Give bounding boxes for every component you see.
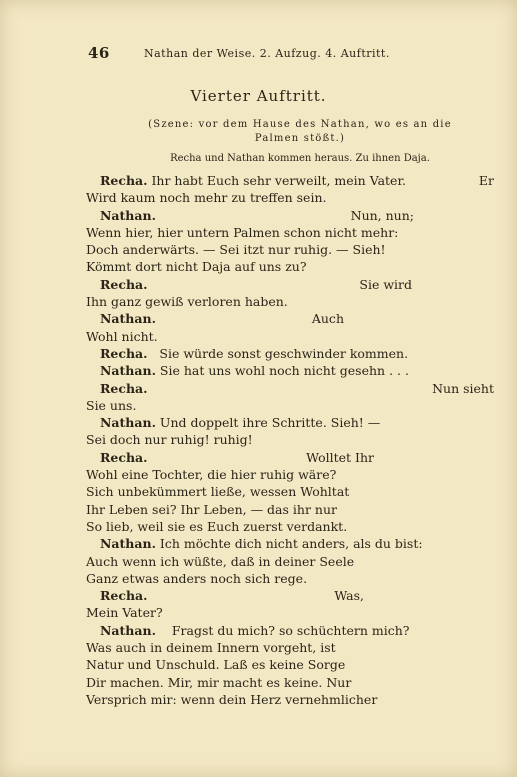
text-line [86, 276, 494, 293]
line-text: Sie wird [359, 276, 412, 292]
text-line [86, 380, 494, 397]
text-line: Mein Vater? [86, 605, 163, 621]
text-line: Kömmt dort nicht Daja auf uns zu? [86, 259, 307, 275]
text-line: Sich unbekümmert ließe, wessen Wohltat [86, 484, 350, 500]
speaker-recha: Recha. [100, 173, 148, 188]
line-text: Und doppelt ihre Schritte. Sieh! — [159, 415, 381, 431]
text-line [86, 587, 494, 604]
speaker-nathan: Nathan. [100, 415, 156, 431]
speaker-nathan: Nathan. [100, 536, 156, 552]
line-text: Nun, nun; [350, 207, 414, 223]
line-text: Was, [334, 588, 364, 604]
text-line: Ganz etwas anders noch sich rege. [86, 570, 308, 586]
text-line [86, 362, 494, 379]
stage-direction-line-2: Palmen stößt.) [254, 133, 346, 144]
line-text: Ihr habt Euch sehr verweilt, mein Vater. [151, 173, 407, 188]
text-line: So lieb, weil sie es Euch zuerst verdankt. [86, 518, 348, 534]
text-line [86, 449, 494, 466]
text-line: Dir machen. Mir, mir macht es keine. Nur [86, 674, 352, 690]
speaker-recha: Recha. [100, 449, 148, 465]
text-line: Ihr Leben sei? Ihr Leben, — das ihr nur [86, 501, 337, 517]
text-line [86, 207, 494, 224]
entrance-direction: Recha und Nathan kommen heraus. Zu ihnen Daja. [170, 153, 430, 164]
stage-direction-line-1: (Szene: vor dem Hause des Nathan, wo es an die [148, 119, 452, 130]
line-text: Sie würde sonst geschwinder kommen. [159, 345, 409, 361]
text-line: Was auch in deinem Innern vorgeht, ist [86, 640, 336, 656]
text-line: Sie uns. [86, 397, 137, 413]
running-head: Nathan der Weise. 2. Aufzug. 4. Auftritt. [144, 47, 390, 60]
page-number: 46 [88, 44, 110, 62]
text-line [86, 622, 494, 639]
text-line [86, 535, 494, 552]
speaker-nathan: Nathan. [100, 311, 156, 327]
line-text: Ich möchte dich nicht anders, als du bist: [159, 536, 423, 552]
text-line: Natur und Unschuld. Laß es keine Sorge [86, 657, 346, 673]
speaker-nathan: Nathan. [100, 622, 156, 638]
page-header [88, 44, 488, 62]
text-line: Wird kaum noch mehr zu treffen sein. [86, 190, 327, 206]
text-line: Wenn hier, hier untern Palmen schon nicht mehr: [86, 224, 399, 240]
speaker-nathan: Nathan. [100, 207, 156, 223]
line-text: Fragst du mich? so schüchtern mich? [171, 622, 410, 638]
text-line: Auch wenn ich wüßte, daß in deiner Seele [86, 553, 355, 569]
dialogue-text [86, 172, 494, 708]
line-text: Nun sieht [432, 380, 494, 396]
text-line: Wohl eine Tochter, die hier ruhig wäre? [86, 467, 337, 483]
text-line: Ihn ganz gewiß verloren haben. [86, 294, 288, 310]
text-line: Wohl nicht. [86, 328, 158, 344]
line-text: Sie hat uns wohl noch nicht gesehn . . . [159, 363, 409, 379]
text-line: Versprich mir: wenn dein Herz vernehmlicher [86, 691, 378, 707]
speaker-recha: Recha. [100, 276, 148, 292]
text-line [86, 310, 494, 327]
speaker-recha: Recha. [100, 380, 148, 396]
text-line: Doch anderwärts. — Sei itzt nur ruhig. — Sieh! [86, 242, 386, 258]
line-continuation: Er [478, 173, 494, 188]
text-line [86, 345, 494, 362]
text-line [86, 414, 494, 431]
speaker-recha: Recha. [100, 588, 148, 604]
line-text: Auch [311, 311, 344, 327]
speaker-nathan: Nathan. [100, 363, 156, 379]
line-text: Wolltet Ihr [306, 449, 374, 465]
text-line: Sei doch nur ruhig! ruhig! [86, 432, 253, 448]
text-line [86, 172, 494, 189]
speaker-recha: Recha. [100, 345, 148, 361]
scene-title: Vierter Auftritt. [190, 87, 327, 105]
